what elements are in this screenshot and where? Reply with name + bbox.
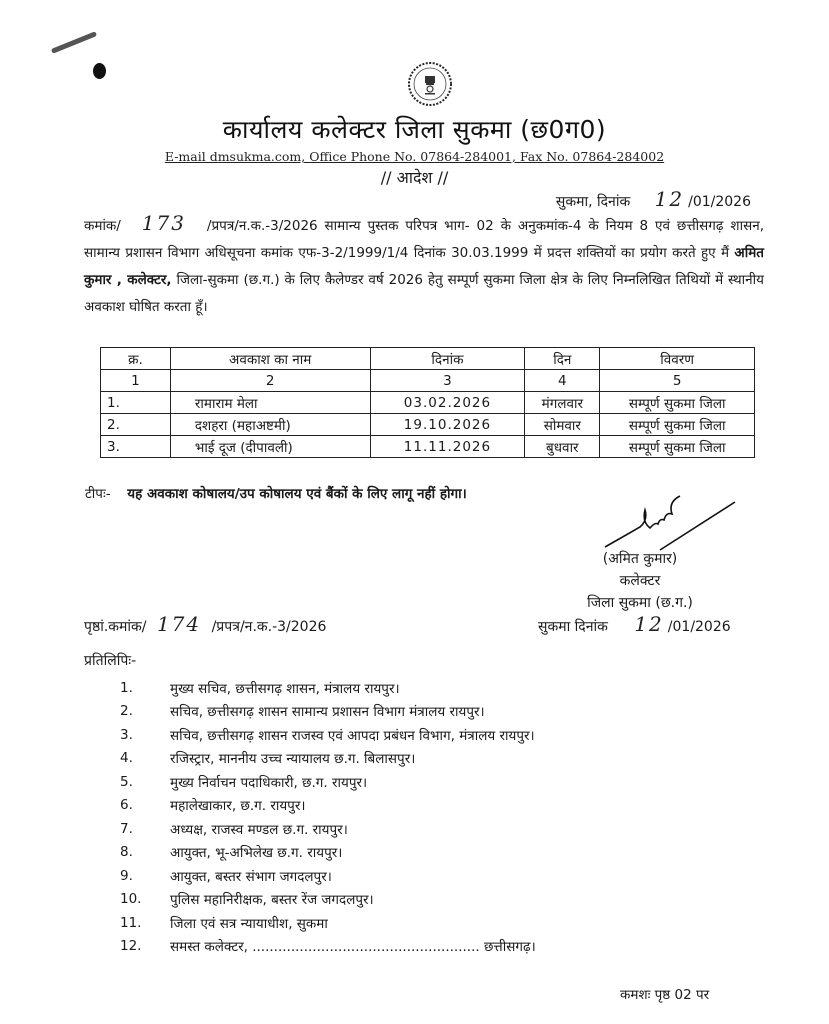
endorsement-date <box>538 612 731 636</box>
list-item <box>120 888 536 912</box>
column-number: 1 <box>101 370 171 392</box>
item-text: समस्त कलेक्टर, ..................................................... छत्तीसगढ़। <box>170 939 536 956</box>
cell-holiday-name: रामाराम मेला <box>170 392 370 414</box>
order-paragraph <box>84 210 764 321</box>
item-text: महालेखाकार, छ.ग. रायपुर। <box>170 798 306 815</box>
order-number-handwritten: 173 <box>141 211 186 235</box>
endorsement-suffix: /प्रपत्र/न.क.-3/2026 <box>211 619 327 635</box>
office-title: कार्यालय कलेक्टर जिला सुकमा (छ0ग0) <box>222 115 607 144</box>
header-sno: क्र. <box>101 348 171 370</box>
item-number: 10. <box>120 891 142 908</box>
officer-name: अमित कुमार , कलेक्टर, <box>84 245 764 288</box>
endorsement-day-handwritten: 12 <box>634 612 664 636</box>
column-number: 4 <box>525 370 600 392</box>
header-date: दिनांक <box>370 348 525 370</box>
date-rest: /01/2026 <box>688 194 751 210</box>
table-header-row <box>101 348 755 370</box>
copies-label: प्रतिलिपिः- <box>84 653 137 669</box>
cell-detail: सम्पूर्ण सुकमा जिला <box>600 414 755 436</box>
signature-icon <box>600 492 740 552</box>
note-text: यह अवकाश कोषालय/उप कोषालय एवं बैंकों के लिए लागू नहीं होगा। <box>127 486 467 502</box>
column-number: 2 <box>170 370 370 392</box>
list-item <box>120 700 536 724</box>
item-number: 6. <box>120 797 133 814</box>
order-date <box>556 187 751 211</box>
endorsement-number <box>84 612 326 636</box>
signatory-designation: कलेक्टर <box>619 573 661 589</box>
state-emblem-icon <box>407 60 453 108</box>
item-text: सचिव, छत्तीसगढ़ शासन सामान्य प्रशासन विभाग मंत्रालय रायपुर। <box>170 704 485 721</box>
column-number: 3 <box>370 370 525 392</box>
list-item <box>120 864 536 888</box>
pen-mark <box>51 31 97 54</box>
cell-sno: 1. <box>101 392 171 414</box>
list-item <box>120 676 536 700</box>
list-item <box>120 794 536 818</box>
order-text-part2: जिला-सुकमा (छ.ग.) के लिए कैलेण्डर वर्ष 2026 हेतु सम्पूर्ण सुकमा जिला क्षेत्र के लिए निम्नलिखित तिथियों में स्थानीय अवकाश घोषित करता हूँ। <box>84 272 764 315</box>
continued-on-page-2: कमशः पृष्ठ 02 पर <box>620 987 710 1003</box>
cell-holiday-name: भाई दूज (दीपावली) <box>170 436 370 458</box>
list-item <box>120 911 536 935</box>
list-item <box>120 817 536 841</box>
list-item <box>120 747 536 771</box>
endorsement-prefix: पृष्ठां.कमांक/ <box>84 619 147 635</box>
signatory-block <box>560 548 720 614</box>
item-number: 11. <box>120 914 142 931</box>
item-text: मुख्य सचिव, छत्तीसगढ़ शासन, मंत्रालय रायपुर। <box>170 680 400 697</box>
note <box>85 484 467 502</box>
header-detail: विवरण <box>600 348 755 370</box>
cell-date: 11.11.2026 <box>370 436 525 458</box>
item-text: रजिस्ट्रार, माननीय उच्च न्यायालय छ.ग. बिलासपुर। <box>170 751 416 768</box>
endorsement-number-handwritten: 174 <box>156 612 202 636</box>
item-text: सचिव, छत्तीसगढ़ शासन राजस्व एवं आपदा प्रबंधन विभाग, मंत्रालय रायपुर। <box>170 727 535 744</box>
copies-list <box>120 676 536 958</box>
item-text: जिला एवं सत्र न्यायाधीश, सुकमा <box>170 915 328 932</box>
cell-sno: 3. <box>101 436 171 458</box>
order-text-part1: /प्रपत्र/न.क.-3/2026 सामान्य पुस्तक परिपत्र भाग- 02 के अनुकमांक-4 के नियम 8 एवं छत्तीसगढ़ शासन, सामान्य प्रशासन विभाग अधिसूचना कमांक एफ-3-2/1999/1/4 दिनांक 30.03.1999 में प्रदत्त शक्तियों का प्रयोग करते हुए मैं <box>84 218 765 261</box>
cell-day: मंगलवार <box>525 392 600 414</box>
item-text: आयुक्त, भू-अभिलेख छ.ग. रायपुर। <box>170 845 343 862</box>
item-text: आयुक्त, बस्तर संभाग जगदलपुर। <box>170 868 332 885</box>
item-number: 8. <box>120 844 133 861</box>
item-text: पुलिस महानिरीक्षक, बस्तर रेंज जगदलपुर। <box>170 892 374 909</box>
item-number: 12. <box>120 938 142 955</box>
table-column-number-row <box>101 370 755 392</box>
cell-detail: सम्पूर्ण सुकमा जिला <box>600 436 755 458</box>
item-number: 2. <box>120 703 133 720</box>
list-item <box>120 841 536 865</box>
item-number: 1. <box>120 679 133 696</box>
item-number: 4. <box>120 750 133 767</box>
cell-date: 19.10.2026 <box>370 414 525 436</box>
contact-line: E-mail dmsukma.com, Office Phone No. 07864-284001, Fax No. 07864-284002 <box>164 149 665 164</box>
cell-sno: 2. <box>101 414 171 436</box>
cell-detail: सम्पूर्ण सुकमा जिला <box>600 392 755 414</box>
header-holiday-name: अवकाश का नाम <box>170 348 370 370</box>
order-number-prefix: कमांक/ <box>84 218 121 234</box>
item-number: 3. <box>120 726 133 743</box>
list-item <box>120 723 536 747</box>
item-number: 5. <box>120 773 133 790</box>
item-text: मुख्य निर्वाचन पदाधिकारी, छ.ग. रायपुर। <box>170 774 368 791</box>
cell-day: बुधवार <box>525 436 600 458</box>
date-prefix: सुकमा, दिनांक <box>555 194 631 210</box>
list-item <box>120 935 536 959</box>
item-number: 9. <box>120 867 133 884</box>
date-day-handwritten: 12 <box>654 187 685 211</box>
signatory-name: (अमित कुमार) <box>602 551 678 567</box>
header-day: दिन <box>525 348 600 370</box>
punch-hole <box>93 63 106 79</box>
list-item <box>120 770 536 794</box>
endorsement-date-prefix: सुकमा दिनांक <box>538 619 608 635</box>
table-row <box>101 414 755 436</box>
note-label: टीपः- <box>85 486 111 502</box>
item-number: 7. <box>120 820 133 837</box>
cell-date: 03.02.2026 <box>370 392 525 414</box>
column-number: 5 <box>600 370 755 392</box>
table-row <box>101 436 755 458</box>
cell-holiday-name: दशहरा (महाअष्टमी) <box>170 414 370 436</box>
table-row <box>101 392 755 414</box>
endorsement-date-rest: /01/2026 <box>667 619 731 635</box>
order-heading: // आदेश // <box>380 168 449 187</box>
item-text: अध्यक्ष, राजस्व मण्डल छ.ग. रायपुर। <box>170 821 348 838</box>
cell-day: सोमवार <box>525 414 600 436</box>
holiday-table <box>100 347 755 458</box>
signatory-district: जिला सुकमा (छ.ग.) <box>587 595 693 611</box>
